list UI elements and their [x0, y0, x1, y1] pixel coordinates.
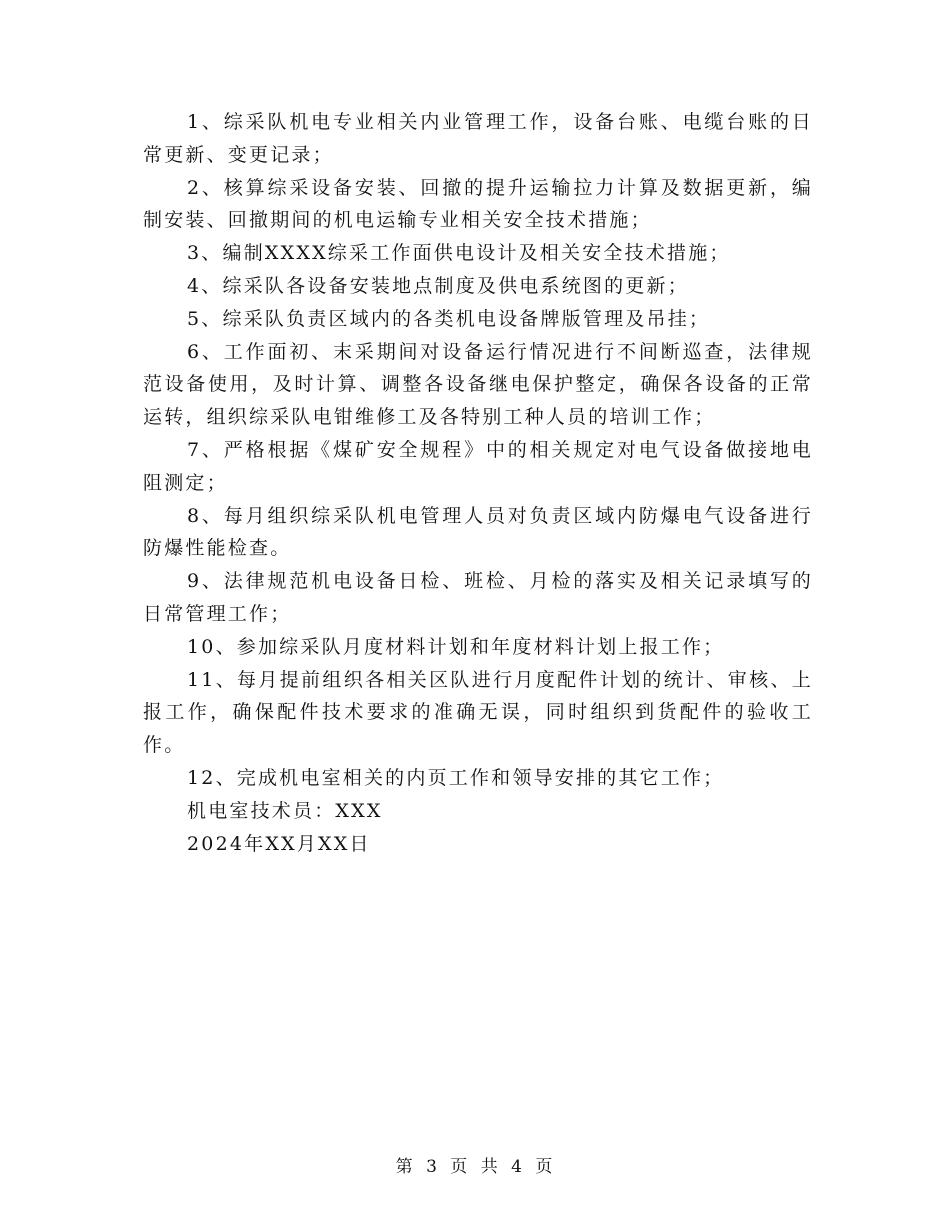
duty-item-4: 4、综采队各设备安装地点制度及供电系统图的更新； [187, 274, 689, 297]
signature-line: 机电室技术员：XXX [187, 799, 383, 822]
duty-item-7: 7、严格根据《煤矿安全规程》中的相关规定对电气设备做接地电阻测定； [143, 438, 813, 494]
duty-item-10: 10、参加综采队月度材料计划和年度材料计划上报工作； [187, 635, 725, 658]
duty-item-3: 3、编制XXXX综采工作面供电设计及相关安全技术措施； [187, 242, 731, 265]
duty-item-11: 11、每月提前组织各相关区队进行月度配件计划的统计、审核、上报工作，确保配件技术要求的准确无误，同时组织到货配件的验收工作。 [143, 668, 813, 757]
duty-item-1: 1、综采队机电专业相关内业管理工作，设备台账、电缆台账的日常更新、变更记录； [143, 111, 813, 166]
duty-item-2: 2、核算综采设备安装、回撤的提升运输拉力计算及数据更新，编制安装、回撤期间的机电运输专业相关安全技术措施； [143, 176, 813, 232]
duty-item-9: 9、法律规范机电设备日检、班检、月检的落实及相关记录填写的日常管理工作； [143, 570, 813, 625]
duty-item-6: 6、工作面初、末采期间对设备运行情况进行不间断巡查，法律规范设备使用，及时计算、调整各设备继电保护整定，确保各设备的正常运转，组织综采队电钳维修工及各特别工种人员的培训工作； [143, 340, 813, 429]
duty-item-5: 5、综采队负责区域内的各类机电设备牌版管理及吊挂； [187, 307, 711, 330]
document-date: 2024年XX月XX日 [187, 832, 371, 855]
duty-item-8: 8、每月组织综采队机电管理人员对负责区域内防爆电气设备进行防爆性能检查。 [143, 504, 813, 560]
page-number: 第 3 页 共 4 页 [395, 1157, 555, 1177]
document-body [143, 106, 813, 860]
duty-item-12: 12、完成机电室相关的内页工作和领导安排的其它工作； [187, 766, 725, 789]
